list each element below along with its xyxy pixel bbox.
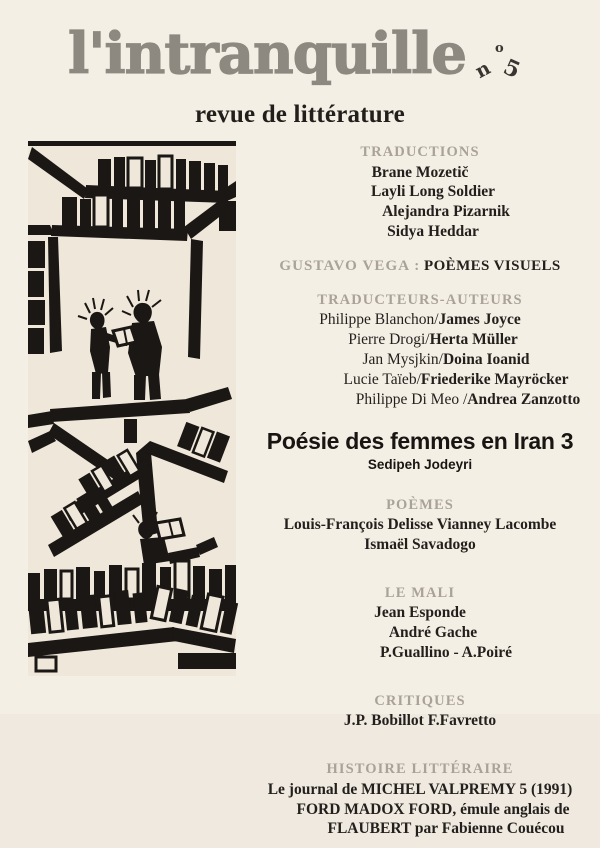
translator-name: Philippe Blanchon/ — [319, 311, 439, 329]
translator-name: Pierre Drogi/ — [348, 331, 430, 349]
section-heading-poemes: POÈMES — [386, 496, 454, 513]
entry-line: P.Guallino - A.Poiré — [379, 644, 513, 662]
entry-pair — [246, 390, 594, 410]
entry-line: Alejandra Pizarnik — [382, 203, 510, 221]
translator-name: Lucie Taïeb/ — [343, 370, 421, 388]
issue-degree-glyph: o — [495, 41, 504, 57]
translator-name: Jan Mysjkin/ — [362, 351, 443, 369]
entry-pair — [246, 310, 594, 330]
entry-pair — [246, 350, 594, 370]
entry-line: André Gache — [388, 624, 478, 642]
feature-author: Sedipeh Jodeyri — [367, 456, 473, 472]
entry-line: Le journal de MICHEL VALPREMY 5 (1991) — [267, 780, 573, 798]
entry-line: FLAUBERT par Fabienne Couécou — [327, 820, 565, 838]
entry-pair — [246, 370, 594, 390]
entry-line: Layli Long Soldier — [370, 183, 496, 201]
issue-number-glyph: 5 — [499, 54, 524, 85]
linocut-artwork — [28, 141, 236, 676]
entry-pair — [246, 330, 594, 350]
section-le-mali — [246, 584, 594, 663]
author-name: Doina Ioanid — [442, 351, 530, 369]
entry-line: Brane Mozetič — [371, 163, 469, 181]
journal-title: l'intranquille — [67, 21, 467, 87]
author-name: Friederike Mayröcker — [420, 370, 569, 388]
section-heading-traductions: TRADUCTIONS — [360, 144, 480, 160]
vega-author: GUSTAVO VEGA : — [279, 257, 421, 274]
contents-list — [246, 143, 594, 848]
cover-illustration — [28, 141, 236, 676]
section-heading-histoire-litteraire: HISTOIRE LITTÉRAIRE — [326, 761, 514, 778]
section-heading-le-mali: LE MALI — [384, 584, 456, 601]
issue-number-mark — [471, 41, 532, 89]
entry-line: J.P. Bobillot F.Favretto — [343, 712, 497, 730]
section-heading-traducteurs-auteurs: TRADUCTEURS-AUTEURS — [317, 291, 523, 308]
section-critiques — [246, 692, 594, 731]
author-name: Andrea Zanzotto — [467, 390, 581, 408]
section-poemes — [246, 496, 594, 555]
vega-topic: POÈMES VISUELS — [424, 257, 561, 274]
author-name: Herta Müller — [429, 331, 518, 349]
entry-line: Ismaël Savadogo — [364, 535, 476, 553]
section-traducteurs-auteurs — [246, 291, 594, 410]
section-heading-critiques: CRITIQUES — [374, 692, 466, 709]
section-gustavo-vega — [246, 258, 594, 275]
translator-name: Philippe Di Meo / — [355, 390, 468, 408]
entry-line: Louis-François Delisse Vianney Lacombe — [283, 516, 557, 534]
section-traductions — [246, 143, 594, 242]
feature-block — [246, 428, 594, 472]
entry-line: Jean Esponde — [374, 604, 466, 622]
masthead — [0, 21, 600, 129]
feature-title: Poésie des femmes en Iran 3 — [266, 427, 574, 454]
entry-line: FORD MADOX FORD, émule anglais de — [296, 800, 570, 818]
journal-subtitle: revue de littérature — [195, 101, 405, 129]
section-histoire-litteraire — [246, 760, 594, 839]
entry-line: Sidya Heddar — [387, 223, 479, 241]
issue-n-glyph: n — [471, 57, 495, 84]
author-name: James Joyce — [438, 311, 521, 329]
